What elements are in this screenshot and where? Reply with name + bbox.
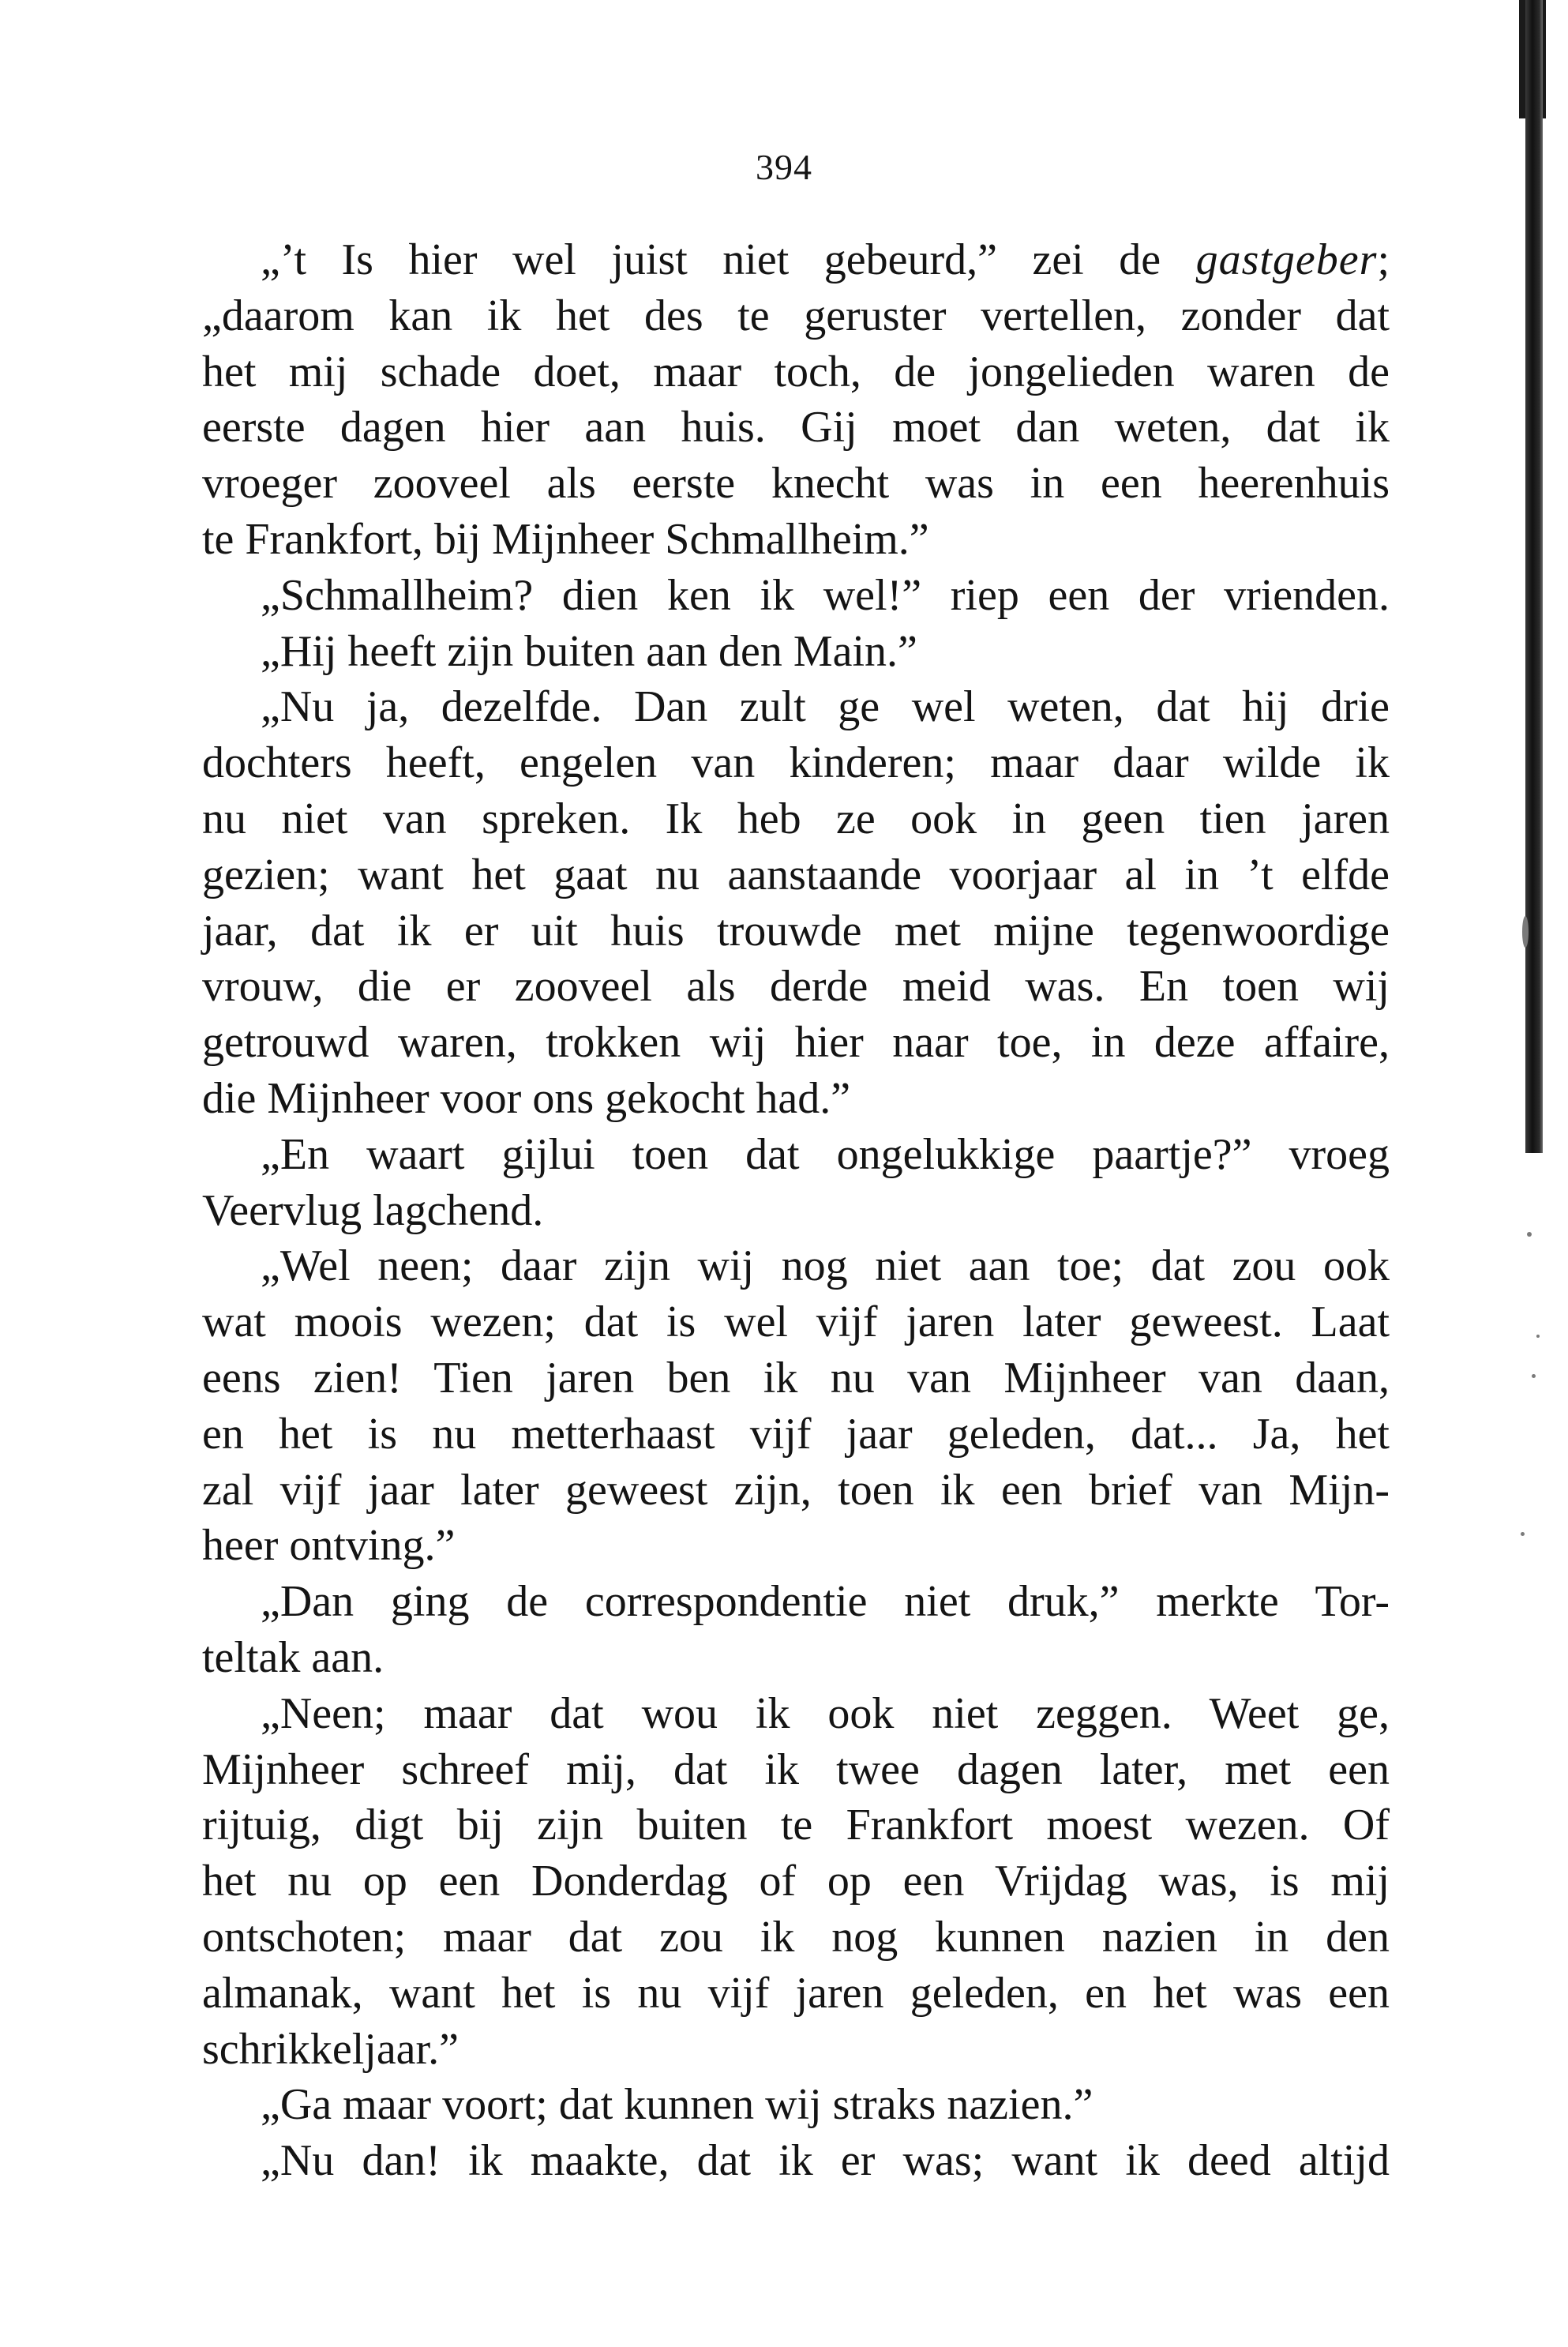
scan-edge-shadow [1525, 0, 1543, 1153]
text-line: teltak aan. [202, 1632, 384, 1682]
text-line: eerste dagen hier aan huis. Gij moet dan weten, dat ik [202, 403, 1390, 453]
text-line: het nu op een Donderdag of op een Vrijdag was, is mij [202, 1857, 1390, 1906]
text-line: „Dan ging de correspondentie niet druk,” merkte Tor- [261, 1577, 1390, 1627]
text-line: het mij schade doet, maar toch, de jongelieden waren de [202, 347, 1390, 396]
text-line: nu niet van spreken. Ik heb ze ook in geen tien jaren [202, 794, 1390, 843]
text-line: „En waart gijlui toen dat ongelukkige paartje?” vroeg [261, 1129, 1390, 1179]
text-line: die Mijnheer voor ons gekocht had.” [202, 1073, 851, 1123]
scan-speck [1527, 1232, 1532, 1237]
text-line: dochters heeft, engelen van kinderen; maar daar wilde ik [202, 738, 1390, 788]
text-line: „Schmallheim? dien ken ik wel!” riep een der vrienden. [261, 570, 1390, 620]
text-line: „Ga maar voort; dat kunnen wij straks nazien.” [261, 2080, 1093, 2130]
body-text [202, 232, 1390, 2189]
scan-speck [1532, 1374, 1536, 1378]
text-line: „Nu ja, dezelfde. Dan zult ge wel weten, dat hij drie [261, 682, 1390, 732]
text-line: schrikkeljaar.” [202, 2024, 459, 2074]
text-line: Mijnheer schreef mij, dat ik twee dagen later, met een [202, 1744, 1390, 1794]
text-line: „daarom kan ik het des te geruster vertellen, zonder dat [202, 291, 1390, 340]
scan-speck [1536, 1335, 1540, 1338]
text-line: en het is nu metterhaast vijf jaar geleden, dat... Ja, het [202, 1409, 1390, 1459]
text-line: ontschoten; maar dat zou ik nog kunnen nazien in den [202, 1912, 1390, 1962]
text-line: te Frankfort, bij Mijnheer Schmallheim.” [202, 514, 929, 564]
text-line: „’t Is hier wel juist niet gebeurd,” zei de gastgeber; [261, 235, 1390, 284]
text-line: vroeger zooveel als eerste knecht was in een heerenhuis [202, 459, 1390, 509]
italic-word: gastgeber [1195, 235, 1378, 284]
text-line: getrouwd waren, trokken wij hier naar toe, in deze affaire, [202, 1018, 1390, 1068]
text-line: jaar, dat ik er uit huis trouwde met mijne tegenwoordige [202, 906, 1390, 956]
text-line: Veervlug lagchend. [202, 1185, 544, 1235]
text-line: „Wel neen; daar zijn wij nog niet aan toe; dat zou ook [261, 1241, 1390, 1291]
text-line: vrouw, die er zooveel als derde meid was. En toen wij [202, 962, 1390, 1012]
text-line: rijtuig, digt bij zijn buiten te Frankfort moest wezen. Of [202, 1801, 1390, 1850]
page-number: 394 [756, 147, 812, 187]
text-line: wat moois wezen; dat is wel vijf jaren later geweest. Laat [202, 1297, 1390, 1347]
text-line: zal vijf jaar later geweest zijn, toen ik een brief van Mijn- [202, 1465, 1390, 1515]
text-line: „Hij heeft zijn buiten aan den Main.” [261, 626, 917, 676]
scan-speck [1521, 1532, 1525, 1536]
scan-speck [1522, 916, 1529, 948]
text-line: almanak, want het is nu vijf jaren geleden, en het was een [202, 1968, 1390, 2018]
text-line: gezien; want het gaat nu aanstaande voorjaar al in ’t elfde [202, 850, 1390, 899]
text-line: „Neen; maar dat wou ik ook niet zeggen. Weet ge, [261, 1688, 1390, 1738]
text-line: heer ontving.” [202, 1521, 456, 1571]
text-line: eens zien! Tien jaren ben ik nu van Mijnheer van daan, [202, 1353, 1390, 1403]
text-line: „Nu dan! ik maakte, dat ik er was; want ik deed altijd [261, 2136, 1390, 2186]
